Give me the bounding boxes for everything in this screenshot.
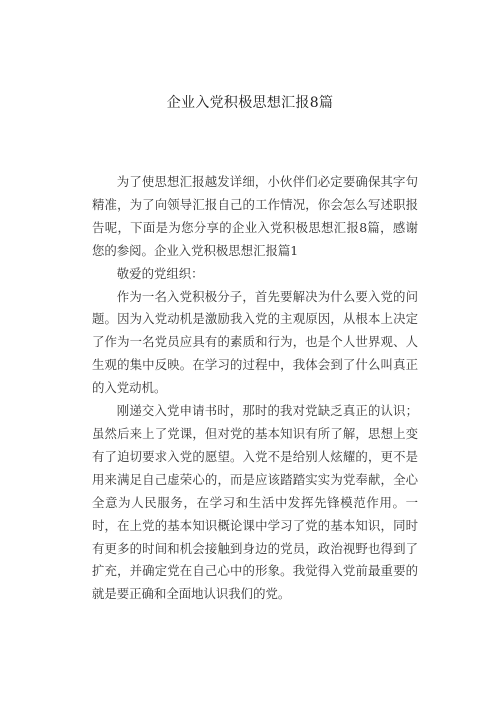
paragraph-salutation: 敬爱的党组织： (116, 265, 204, 281)
paragraph-intro: 为了使思想汇报越发详细，小伙伴们必定要确保其字句精准，为了向领导汇报自己的工作情况，你会怎么写述职报告呢，下面是为您分享的企业入党积极思想汇报8篇，感谢您的参阅。企业入党积极思想汇报篇1 (92, 174, 418, 258)
paragraph-understanding: 刚递交入党申请书时，那时的我对党缺乏真正的认识；虽然后来上了党课，但对党的基本知识有所了解，思想上变有了迫切要求入党的愿望。入党不是给别人炫耀的，更不是用来满足自己虚荣心的，而是应该踏踏实实为党奉献，全心全意为人民服务，在学习和生活中发挥先锋模范作用。一时，在上党的基本知识概论课中学习了党的基本知识，同时有更多的时间和机会接触到身边的党员，政治视野也得到了扩充，并确定党在自己心中的形象。我觉得入党前最重要的就是要正确和全面地认识我们的党。 (92, 403, 418, 602)
paragraph-motivation: 作为一名入党积极分子，首先要解决为什么要入党的问题。因为入党动机是激励我入党的主观原因，从根本上决定了作为一名党员应具有的素质和行为，也是个人世界观、人生观的集中反映。在学习的过程中，我体会到了什么叫真正的入党动机。 (92, 288, 418, 396)
document-title: 企业入党积极思想汇报8篇 (166, 95, 334, 111)
document-body (92, 171, 418, 606)
